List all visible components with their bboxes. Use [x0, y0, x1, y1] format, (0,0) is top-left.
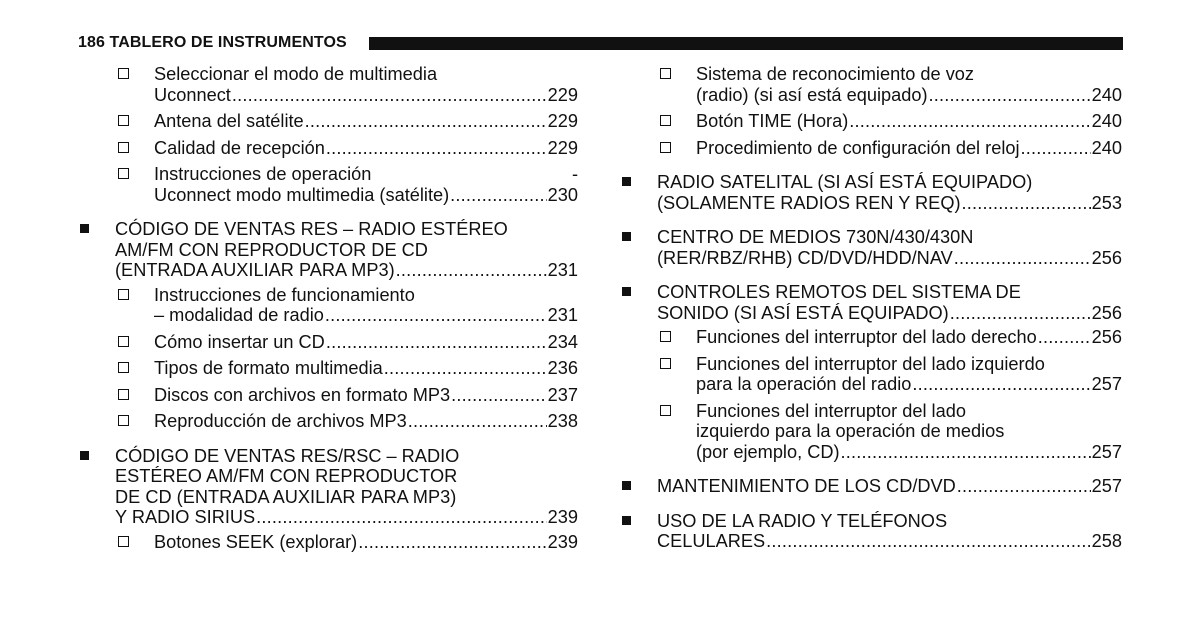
page-number[interactable]: 256: [1091, 302, 1122, 323]
toc-entry-text: Procedimiento de configuración del reloj: [696, 137, 1020, 158]
dot-leader: [962, 193, 1091, 214]
page-number[interactable]: 229: [547, 84, 578, 105]
page-number[interactable]: 257: [1091, 441, 1122, 462]
hollow-square-bullet-icon: [660, 142, 671, 153]
toc-entry-text: SONIDO (SI ASÍ ESTÁ EQUIPADO): [657, 302, 949, 323]
hollow-square-bullet-icon: [118, 115, 129, 126]
toc-subentry[interactable]: [78, 332, 578, 353]
dot-leader: [912, 374, 1090, 395]
page-header-text: 186 TABLERO DE INSTRUMENTOS: [78, 34, 347, 51]
toc-section-entry[interactable]: [620, 511, 1122, 552]
filled-square-bullet-icon: [622, 516, 631, 525]
page-number[interactable]: 256: [1091, 247, 1122, 268]
toc-entry-text: Funciones del interruptor del lado izquierdo: [696, 353, 1045, 374]
hollow-square-bullet-icon: [118, 389, 129, 400]
toc-entry-text: Cómo insertar un CD: [154, 331, 325, 352]
page-number[interactable]: 253: [1091, 192, 1122, 213]
page-number[interactable]: 240: [1091, 137, 1122, 158]
toc-entry-text: (por ejemplo, CD): [696, 441, 840, 462]
toc-entry-text: Instrucciones de operación: [154, 164, 372, 184]
toc-entry-text: ESTÉREO AM/FM CON REPRODUCTOR: [115, 466, 458, 486]
hollow-square-bullet-icon: [118, 362, 129, 373]
hollow-square-bullet-icon: [118, 536, 129, 547]
toc-entry-text: Discos con archivos en formato MP3: [154, 384, 451, 405]
toc-entry-text: CONTROLES REMOTOS DEL SISTEMA DE: [657, 282, 1021, 302]
dot-leader: [450, 185, 546, 206]
dot-leader: [849, 111, 1090, 132]
dot-leader: [256, 507, 546, 528]
filled-square-bullet-icon: [622, 287, 631, 296]
toc-entry-text: CELULARES: [657, 531, 766, 551]
toc-section-entry[interactable]: [78, 446, 578, 528]
page-number[interactable]: 229: [547, 137, 578, 158]
toc-entry-text: USO DE LA RADIO Y TELÉFONOS: [657, 510, 948, 531]
page-number[interactable]: 256: [1091, 327, 1122, 347]
hollow-square-bullet-icon: [660, 358, 671, 369]
page-number[interactable]: 230: [547, 184, 578, 205]
toc-section-entry[interactable]: [620, 172, 1122, 213]
hollow-square-bullet-icon: [118, 336, 129, 347]
page-number[interactable]: 229: [547, 111, 578, 131]
toc-entry-text: Funciones del interruptor del lado: [696, 400, 966, 421]
continuation-dash: -: [571, 164, 578, 184]
hollow-square-bullet-icon: [118, 415, 129, 426]
toc-entry-text: DE CD (ENTRADA AUXILIAR PARA MP3): [115, 486, 457, 507]
hollow-square-bullet-icon: [660, 115, 671, 126]
toc-subentry[interactable]: [620, 354, 1122, 395]
toc-subentry[interactable]: [620, 138, 1122, 159]
dot-leader: [326, 138, 547, 159]
page-number[interactable]: 240: [1091, 84, 1122, 105]
toc-entry-text: Sistema de reconocimiento de voz: [696, 64, 975, 84]
page-number[interactable]: 239: [547, 507, 578, 527]
dot-leader: [950, 303, 1091, 324]
page-number[interactable]: 236: [547, 358, 578, 378]
dot-leader: [305, 111, 547, 132]
toc-entry-text: izquierdo para la operación de medios: [696, 421, 1005, 441]
toc-subentry[interactable]: [78, 138, 578, 159]
filled-square-bullet-icon: [622, 232, 631, 241]
filled-square-bullet-icon: [622, 177, 631, 186]
toc-entry-text: Funciones del interruptor del lado derecho: [696, 327, 1037, 347]
toc-subentry[interactable]: [620, 327, 1122, 348]
hollow-square-bullet-icon: [660, 68, 671, 79]
page-number[interactable]: 257: [1091, 374, 1122, 394]
dot-leader: [396, 260, 547, 281]
page-number[interactable]: 231: [547, 305, 578, 325]
toc-entry-text: RADIO SATELITAL (SI ASÍ ESTÁ EQUIPADO): [657, 172, 1033, 192]
dot-leader: [766, 531, 1090, 552]
toc-entry-text: Tipos de formato multimedia: [154, 358, 383, 378]
dot-leader: [326, 332, 547, 353]
page-number[interactable]: 257: [1091, 476, 1122, 496]
page-number[interactable]: 238: [547, 411, 578, 431]
page-header: [78, 33, 1123, 53]
toc-section-entry[interactable]: [78, 219, 578, 281]
toc-entry-text: Seleccionar el modo de multimedia: [154, 64, 438, 84]
header-rule: [369, 37, 1123, 50]
toc-entry-text: Y RADIO SIRIUS: [115, 507, 256, 527]
toc-subentry[interactable]: [620, 64, 1122, 105]
toc-entry-text: (SOLAMENTE RADIOS REN Y REQ): [657, 192, 961, 213]
hollow-square-bullet-icon: [118, 289, 129, 300]
dot-leader: [954, 248, 1091, 269]
toc-entry-text: Uconnect: [154, 84, 231, 105]
toc-subentry[interactable]: [620, 401, 1122, 463]
toc-subentry[interactable]: [78, 532, 578, 553]
toc-entry-text: Antena del satélite: [154, 111, 304, 131]
dot-leader: [929, 85, 1091, 106]
page-number[interactable]: 258: [1091, 531, 1122, 551]
toc-entry-text: CENTRO DE MEDIOS 730N/430/430N: [657, 227, 974, 247]
page-number[interactable]: 237: [547, 384, 578, 405]
toc-subentry[interactable]: [78, 285, 578, 326]
toc-section-entry[interactable]: [620, 227, 1122, 268]
toc-entry-text: CÓDIGO DE VENTAS RES – RADIO ESTÉREO: [115, 219, 508, 239]
hollow-square-bullet-icon: [118, 142, 129, 153]
toc-subentry[interactable]: [620, 111, 1122, 132]
toc-section-entry[interactable]: [620, 476, 1122, 497]
dot-leader: [1038, 327, 1091, 348]
dot-leader: [384, 358, 547, 379]
toc-entry-text: MANTENIMIENTO DE LOS CD/DVD: [657, 476, 956, 496]
dot-leader: [1021, 138, 1091, 159]
hollow-square-bullet-icon: [660, 331, 671, 342]
dot-leader: [841, 442, 1091, 463]
dot-leader: [451, 385, 546, 406]
toc-entry-text: (RER/RBZ/RHB) CD/DVD/HDD/NAV: [657, 247, 953, 268]
filled-square-bullet-icon: [80, 451, 89, 460]
toc-left-column: [78, 64, 578, 552]
toc-entry-text: – modalidad de radio: [154, 305, 324, 325]
toc-subentry[interactable]: [78, 164, 578, 205]
toc-right-column: [620, 64, 1122, 552]
toc-entry-text: Botones SEEK (explorar): [154, 531, 358, 552]
toc-entry-text: Reproducción de archivos MP3: [154, 411, 407, 431]
toc-subentry[interactable]: [78, 358, 578, 379]
dot-leader: [232, 85, 547, 106]
dot-leader: [325, 305, 547, 326]
dot-leader: [358, 532, 546, 553]
toc-entry-text: Calidad de recepción: [154, 137, 325, 158]
dot-leader: [957, 476, 1091, 497]
toc-entry-text: (ENTRADA AUXILIAR PARA MP3): [115, 260, 395, 280]
hollow-square-bullet-icon: [118, 68, 129, 79]
hollow-square-bullet-icon: [660, 405, 671, 416]
toc-subentry[interactable]: [78, 111, 578, 132]
page-number[interactable]: 231: [547, 260, 578, 280]
page-number[interactable]: 240: [1091, 111, 1122, 131]
toc-entry-text: Instrucciones de funcionamiento: [154, 284, 415, 305]
toc-entry-text: Uconnect modo multimedia (satélite): [154, 184, 450, 205]
toc-entry-text: Botón TIME (Hora): [696, 111, 849, 131]
toc-entry-text: AM/FM CON REPRODUCTOR DE CD: [115, 239, 428, 260]
filled-square-bullet-icon: [622, 481, 631, 490]
toc-subentry[interactable]: [78, 385, 578, 406]
toc-entry-text: (radio) (si así está equipado): [696, 84, 928, 105]
toc-entry-text: para la operación del radio: [696, 374, 912, 394]
filled-square-bullet-icon: [80, 224, 89, 233]
page-number[interactable]: 234: [547, 331, 578, 352]
toc-subentry[interactable]: [78, 64, 578, 105]
toc-entry-text: CÓDIGO DE VENTAS RES/RSC – RADIO: [115, 445, 460, 466]
dot-leader: [408, 411, 547, 432]
hollow-square-bullet-icon: [118, 168, 129, 179]
toc-section-entry[interactable]: [620, 282, 1122, 323]
page-number[interactable]: 239: [547, 531, 578, 552]
toc-subentry[interactable]: [78, 411, 578, 432]
